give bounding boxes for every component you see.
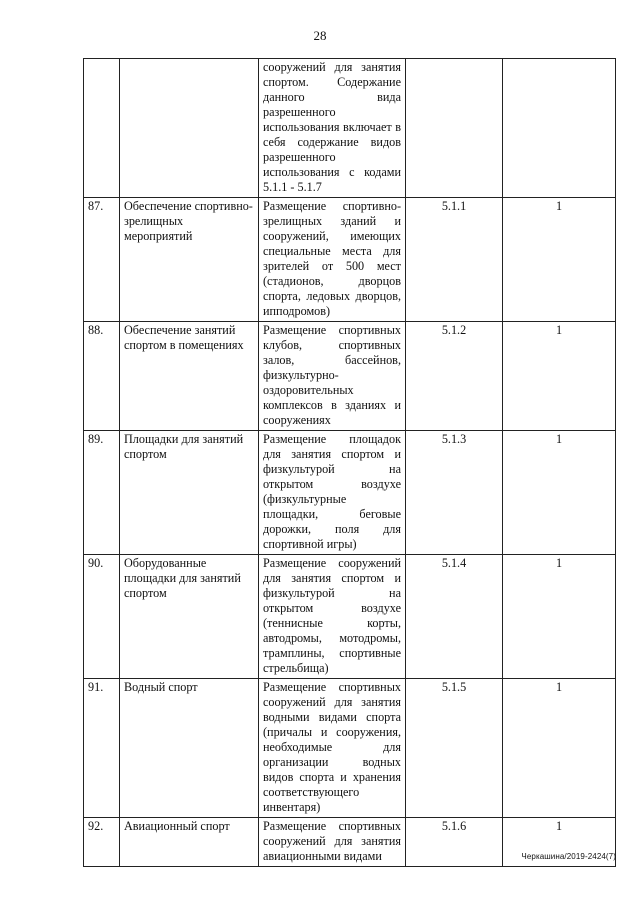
land-use-count: 1 — [503, 431, 616, 555]
land-use-name — [120, 59, 259, 198]
land-use-count: 1 — [503, 322, 616, 431]
land-use-count: 1 — [503, 198, 616, 322]
land-use-code: 5.1.5 — [406, 679, 503, 818]
row-number — [84, 59, 120, 198]
land-use-code: 5.1.3 — [406, 431, 503, 555]
land-use-name: Оборудованные площадки для занятий спортом — [120, 555, 259, 679]
land-use-code: 5.1.2 — [406, 322, 503, 431]
table-row — [84, 555, 616, 679]
row-number: 88. — [84, 322, 120, 431]
row-number: 90. — [84, 555, 120, 679]
land-use-name: Обеспечение занятий спортом в помещениях — [120, 322, 259, 431]
land-use-description: сооружений для занятия спортом. Содержание данного вида разрешенного использования включает в себя содержание видов разрешенного использования с кодами 5.1.1 - 5.1.7 — [259, 59, 406, 198]
land-use-name: Водный спорт — [120, 679, 259, 818]
row-number: 87. — [84, 198, 120, 322]
land-use-count: 1 — [503, 555, 616, 679]
document-reference: Черкашина/2019-2424(7) — [521, 852, 616, 861]
row-number: 92. — [84, 818, 120, 867]
table-row — [84, 198, 616, 322]
land-use-description: Размещение сооружений для занятия спортом и физкультурой на открытом воздухе (теннисные корты, автодромы, мотодромы, трамплины, спортивные стрельбища) — [259, 555, 406, 679]
land-use-description: Размещение площадок для занятия спортом и физкультурой на открытом воздухе (физкультурные площадки, беговые дорожки, поля для спортивной игры) — [259, 431, 406, 555]
table-body — [84, 59, 616, 867]
row-number: 91. — [84, 679, 120, 818]
land-use-count — [503, 59, 616, 198]
land-use-description: Размещение спортивных сооружений для занятия авиационными видами — [259, 818, 406, 867]
table-row — [84, 679, 616, 818]
land-use-table — [83, 58, 616, 867]
land-use-code: 5.1.1 — [406, 198, 503, 322]
land-use-name: Обеспечение спортивно-зрелищных мероприятий — [120, 198, 259, 322]
page-number: 28 — [313, 28, 327, 43]
table-row — [84, 322, 616, 431]
land-use-description: Размещение спортивных клубов, спортивных залов, бассейнов, физкультурно-оздоровительных комплексов в зданиях и сооружениях — [259, 322, 406, 431]
row-number: 89. — [84, 431, 120, 555]
table-row — [84, 59, 616, 198]
land-use-code: 5.1.6 — [406, 818, 503, 867]
land-use-count: 1 — [503, 818, 616, 867]
land-use-description: Размещение спортивно-зрелищных зданий и сооружений, имеющих специальные места для зрителей от 500 мест (стадионов, дворцов спорта, ледовых дворцов, ипподромов) — [259, 198, 406, 322]
land-use-name: Авиационный спорт — [120, 818, 259, 867]
land-use-name: Площадки для занятий спортом — [120, 431, 259, 555]
land-use-code — [406, 59, 503, 198]
land-use-code: 5.1.4 — [406, 555, 503, 679]
land-use-count: 1 — [503, 679, 616, 818]
table-row — [84, 431, 616, 555]
land-use-description: Размещение спортивных сооружений для занятия водными видами спорта (причалы и сооружения, необходимые для организации водных видов спорта и хранения соответствующего инвентаря) — [259, 679, 406, 818]
